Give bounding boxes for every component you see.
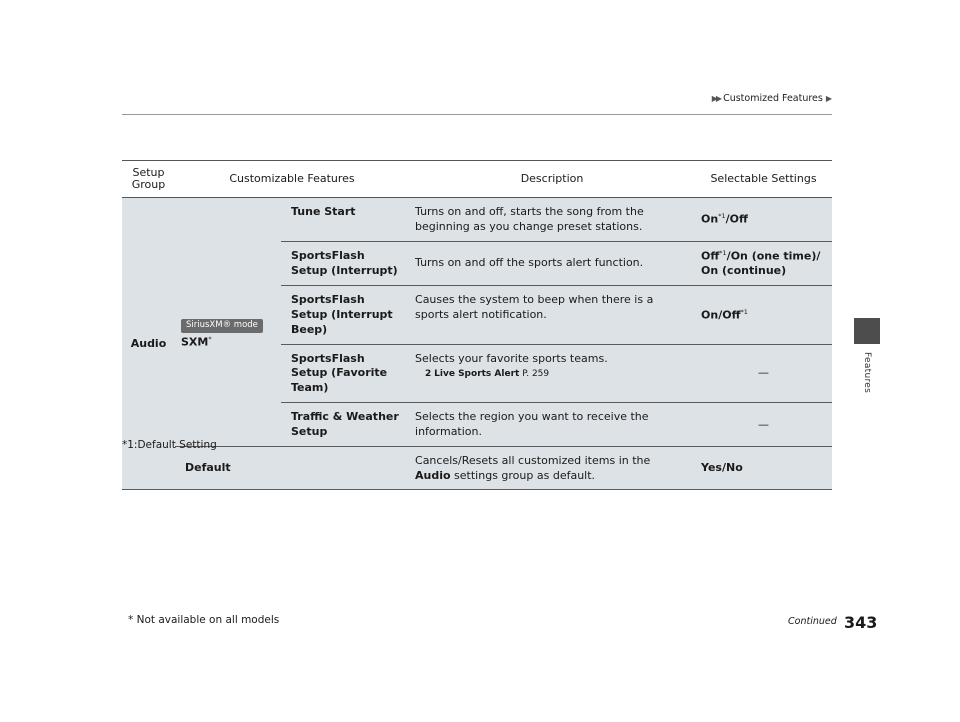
arrow-icon: ▶ (825, 94, 832, 103)
section-tab (854, 318, 880, 344)
table-header-row (122, 161, 832, 198)
selectable-settings: On$^{*1}$/Off (695, 198, 832, 242)
description: Cancels/Resets all customized items in the Audio settings group as default. (409, 446, 695, 490)
section-tab-label: Features (862, 352, 872, 394)
header-selectable-settings: Selectable Settings (695, 161, 832, 198)
selectable-settings: Off$^{*1}$/On (one time)/ On (continue) (695, 241, 832, 285)
feature-tune-start: Tune Start (281, 198, 409, 242)
feature-traffic-weather: Traffic & Weather Setup (281, 403, 409, 447)
selectable-settings: Yes/No (695, 446, 832, 490)
table-row (122, 446, 832, 490)
double-arrow-icon: ▶▶ (711, 94, 721, 103)
continued-label: Continued (788, 616, 837, 627)
mode-badge: SiriusXM® mode (181, 319, 263, 332)
table-row (122, 198, 832, 242)
description: Turns on and off the sports alert function. (409, 241, 695, 285)
subgroup-name: SXM (181, 335, 209, 349)
description: Causes the system to beep when there is a sports alert notification. (409, 286, 695, 345)
feature-sportsflash-favorite-team: SportsFlash Setup (Favorite Team) (281, 344, 409, 403)
cross-reference-link[interactable]: 2 Live Sports Alert P. 259 (425, 369, 550, 380)
footnote: *1:Default Setting (122, 439, 217, 451)
breadcrumb-label[interactable]: Customized Features (723, 93, 823, 104)
not-available-mark: * (208, 334, 212, 343)
header-customizable-features: Customizable Features (175, 161, 409, 198)
selectable-settings: — (695, 344, 832, 403)
description: Selects your favorite sports teams. 2 Live Sports Alert P. 259 (409, 344, 695, 403)
feature-default: Default (175, 446, 409, 490)
selectable-settings: — (695, 403, 832, 447)
page-number: 343 (844, 613, 878, 632)
not-available-note: * Not available on all models (128, 614, 280, 626)
reference-arrow-icon: 2 (425, 369, 432, 380)
breadcrumb (712, 93, 832, 104)
header-rule (122, 114, 832, 115)
feature-sportsflash-interrupt: SportsFlash Setup (Interrupt) (281, 241, 409, 285)
header-setup-group: Setup Group (122, 161, 175, 198)
feature-sportsflash-interrupt-beep: SportsFlash Setup (Interrupt Beep) (281, 286, 409, 345)
setup-group-audio: Audio (122, 198, 175, 490)
description: Selects the region you want to receive the information. (409, 403, 695, 447)
selectable-settings: On/Off$^{*1}$ (695, 286, 832, 345)
header-description: Description (409, 161, 695, 198)
settings-table (122, 160, 832, 490)
description: Turns on and off, starts the song from the beginning as you change preset stations. (409, 198, 695, 242)
subgroup-sxm (175, 198, 281, 447)
